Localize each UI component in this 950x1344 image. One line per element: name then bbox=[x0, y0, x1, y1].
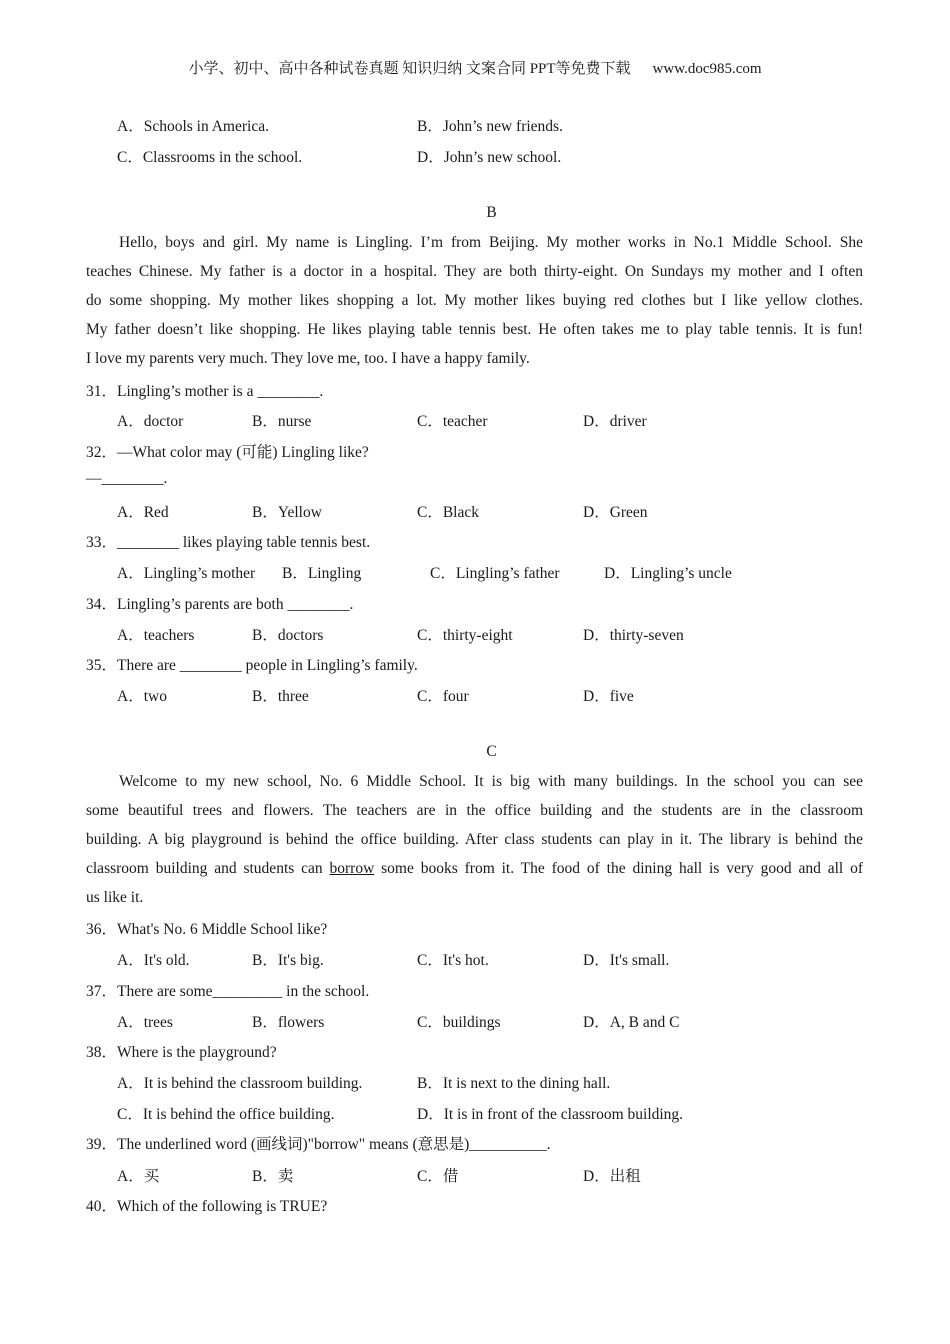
q38-option-b: B．It is next to the dining hall. bbox=[417, 1075, 611, 1092]
question-34: 34．Lingling’s parents are both ________. bbox=[86, 596, 354, 613]
top-option-b: B．John’s new friends. bbox=[417, 118, 563, 135]
q33-option-d: D．Lingling’s uncle bbox=[604, 565, 732, 582]
q35-option-a: A．two bbox=[117, 688, 167, 705]
q35-option-b: B．three bbox=[252, 688, 309, 705]
question-35: 35．There are ________ people in Lingling’s family. bbox=[86, 657, 418, 674]
q32-option-a: A．Red bbox=[117, 504, 169, 521]
header-site: www.doc985.com bbox=[652, 61, 762, 77]
q39-option-d: D．出租 bbox=[583, 1168, 641, 1185]
q38-option-d: D．It is in front of the classroom building. bbox=[417, 1106, 684, 1123]
q36-option-c: C．It's hot. bbox=[417, 952, 489, 969]
q39-option-a: A．买 bbox=[117, 1168, 160, 1185]
q39-option-c: C．借 bbox=[417, 1168, 459, 1185]
q35-option-c: C．four bbox=[417, 688, 469, 705]
q33-option-b: B．Lingling bbox=[282, 565, 362, 582]
header-text: 小学、初中、高中各种试卷真题 知识归纳 文案合同 PPT等免费下载 bbox=[188, 61, 631, 77]
q34-option-b: B．doctors bbox=[252, 627, 324, 644]
passage-line: Welcome to my new school, No. 6 Middle School. It is big with many buildings. In the school you can see bbox=[119, 773, 863, 790]
q35-option-d: D．five bbox=[583, 688, 634, 705]
q31-option-c: C．teacher bbox=[417, 413, 488, 430]
q37-option-c: C．buildings bbox=[417, 1014, 501, 1031]
section-c-title: C bbox=[486, 743, 497, 760]
q36-option-d: D．It's small. bbox=[583, 952, 670, 969]
top-option-c: C．Classrooms in the school. bbox=[117, 149, 303, 166]
question-33: 33．________ likes playing table tennis best. bbox=[86, 534, 371, 551]
section-b-title: B bbox=[486, 204, 497, 221]
q36-option-a: A．It's old. bbox=[117, 952, 190, 969]
question-40: 40．Which of the following is TRUE? bbox=[86, 1198, 328, 1215]
q31-option-a: A．doctor bbox=[117, 413, 184, 430]
q32-option-d: D．Green bbox=[583, 504, 648, 521]
question-37: 37．There are some_________ in the school. bbox=[86, 983, 370, 1000]
q34-option-a: A．teachers bbox=[117, 627, 195, 644]
q39-option-b: B．卖 bbox=[252, 1168, 294, 1185]
q34-option-c: C．thirty-eight bbox=[417, 627, 513, 644]
question-32: 32．—What color may (可能) Lingling like? bbox=[86, 444, 369, 461]
passage-line: Hello, boys and girl. My name is Lingling. I’m from Beijing. My mother works in No.1 Middle School. She bbox=[119, 234, 863, 251]
passage-line: some beautiful trees and flowers. The teachers are in the office building and the students are in the classroom bbox=[86, 802, 863, 819]
section-b-passage bbox=[86, 228, 863, 373]
question-38: 38．Where is the playground? bbox=[86, 1044, 277, 1061]
top-option-a: A．Schools in America. bbox=[117, 118, 269, 135]
passage-line: I love my parents very much. They love me, too. I have a happy family. bbox=[86, 350, 530, 367]
q37-option-b: B．flowers bbox=[252, 1014, 325, 1031]
passage-line: My father doesn’t like shopping. He likes playing table tennis best. He often takes me to play table tennis. It is fun! bbox=[86, 321, 863, 338]
passage-line: do some shopping. My mother likes shopping a lot. My mother likes buying red clothes but I like yellow clothes. bbox=[86, 292, 863, 309]
section-c-passage bbox=[86, 767, 863, 912]
question-39: 39．The underlined word (画线词)"borrow" means (意思是)__________. bbox=[86, 1136, 551, 1153]
q34-option-d: D．thirty-seven bbox=[583, 627, 684, 644]
q37-option-d: D．A, B and C bbox=[583, 1014, 680, 1031]
q32-option-b: B．Yellow bbox=[252, 504, 322, 521]
top-option-d: D．John’s new school. bbox=[417, 149, 562, 166]
page-header bbox=[0, 57, 950, 78]
q32-answer-blank: —________. bbox=[86, 470, 168, 487]
q37-option-a: A．trees bbox=[117, 1014, 173, 1031]
passage-line: us like it. bbox=[86, 889, 144, 906]
question-36: 36．What's No. 6 Middle School like? bbox=[86, 921, 328, 938]
question-31: 31．Lingling’s mother is a ________. bbox=[86, 383, 324, 400]
passage-line: teaches Chinese. My father is a doctor in a hospital. They are both thirty-eight. On Sundays my mother and I often bbox=[86, 263, 863, 280]
passage-line: classroom building and students can borrow some books from it. The food of the dining hall is very good and all of bbox=[86, 860, 863, 877]
q36-option-b: B．It's big. bbox=[252, 952, 324, 969]
passage-line: building. A big playground is behind the office building. After class students can play in it. The library is behind the bbox=[86, 831, 863, 848]
q31-option-b: B．nurse bbox=[252, 413, 312, 430]
q38-option-a: A．It is behind the classroom building. bbox=[117, 1075, 363, 1092]
underlined-word-borrow: borrow bbox=[329, 860, 375, 877]
q33-option-c: C．Lingling’s father bbox=[430, 565, 560, 582]
q38-option-c: C．It is behind the office building. bbox=[117, 1106, 335, 1123]
q33-option-a: A．Lingling’s mother bbox=[117, 565, 256, 582]
q32-option-c: C．Black bbox=[417, 504, 479, 521]
q31-option-d: D．driver bbox=[583, 413, 647, 430]
